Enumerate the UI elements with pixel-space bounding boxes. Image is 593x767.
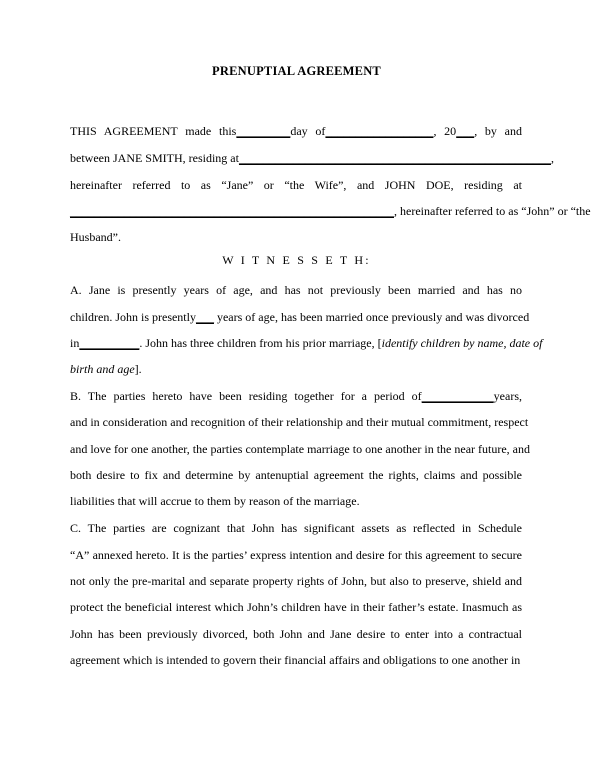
text-segment: between JANE SMITH, residing at <box>70 151 239 165</box>
text-line <box>70 548 522 562</box>
text-segment: and love for one another, the parties contemplate marriage to one another in the near future, and <box>70 442 530 456</box>
witnesseth-heading: W I T N E S S E T H: <box>222 253 371 267</box>
text-segment: C. The parties are cognizant that John has significant assets as reflected in Schedule <box>70 521 522 535</box>
fill-in-blank: ___ <box>456 124 475 138</box>
text-line <box>70 204 591 218</box>
text-line <box>70 389 522 403</box>
text-segment: protect the beneficial interest which John’s children have in their father’s estate. Inasmuch as <box>70 600 522 614</box>
text-line <box>70 283 522 297</box>
text-line <box>70 310 530 324</box>
fill-in-blank: _________ <box>236 124 291 138</box>
text-segment: , 20 <box>433 124 457 138</box>
fill-in-blank: ____________ <box>421 389 494 403</box>
text-line <box>70 442 530 456</box>
text-segment: in <box>70 336 80 350</box>
fill-in-blank: ____________________________________________________ <box>238 151 551 165</box>
text-line <box>70 521 522 535</box>
text-line <box>70 362 522 376</box>
text-segment: “A” annexed hereto. It is the parties’ express intention and desire for this agreement to secure <box>70 548 522 562</box>
text-segment: years of age, has been married once previously and was divorced <box>213 310 530 324</box>
text-segment: . John has three children from his prior marriage, [ <box>139 336 382 350</box>
text-segment: hereinafter referred to as “Jane” or “the Wife”, and JOHN DOE, residing at <box>70 178 522 192</box>
text-line <box>70 574 522 588</box>
text-segment: not only the pre-marital and separate property rights of John, but also to preserve, shield and <box>70 574 522 588</box>
text-line <box>70 415 529 429</box>
text-segment: years, <box>493 389 522 403</box>
text-line <box>70 124 522 138</box>
text-segment: , <box>550 151 554 165</box>
text-line <box>70 178 522 192</box>
fill-in-blank: __________________ <box>325 124 434 138</box>
text-line <box>70 627 522 641</box>
text-line <box>70 600 522 614</box>
fill-in-blank: ___ <box>195 310 214 324</box>
text-line <box>70 653 522 667</box>
text-line <box>70 494 522 508</box>
text-segment: B. The parties hereto have been residing together for a period of <box>70 389 422 403</box>
text-segment: liabilities that will accrue to them by reason of the marriage. <box>70 494 360 508</box>
text-segment: Husband”. <box>70 230 121 244</box>
text-segment: John has been previously divorced, both John and Jane desire to enter into a contractual <box>70 627 522 641</box>
text-segment: both desire to fix and determine by antenuptial agreement the rights, claims and possible <box>70 468 522 482</box>
text-segment: identify children by name, date of <box>381 336 543 350</box>
text-line <box>70 336 543 350</box>
fill-in-blank: ______________________________________________________ <box>70 204 394 218</box>
text-segment: day of <box>290 124 326 138</box>
document-title: PRENUPTIAL AGREEMENT <box>212 64 381 78</box>
text-line <box>70 468 522 482</box>
text-segment: children. John is presently <box>70 310 196 324</box>
text-segment: THIS AGREEMENT made this <box>70 124 237 138</box>
text-segment: and in consideration and recognition of their relationship and their mutual commitment, respect <box>70 415 529 429</box>
text-segment: , hereinafter referred to as “John” or “the <box>394 204 591 218</box>
text-line <box>70 230 522 244</box>
text-segment: A. Jane is presently years of age, and has not previously been married and has no <box>70 283 522 297</box>
text-segment: , by and <box>474 124 523 138</box>
text-line <box>70 151 554 165</box>
text-segment: birth and age <box>70 362 135 376</box>
text-segment: agreement which is intended to govern their financial affairs and obligations to one another in <box>70 653 521 667</box>
fill-in-blank: __________ <box>79 336 140 350</box>
text-segment: ]. <box>134 362 142 376</box>
